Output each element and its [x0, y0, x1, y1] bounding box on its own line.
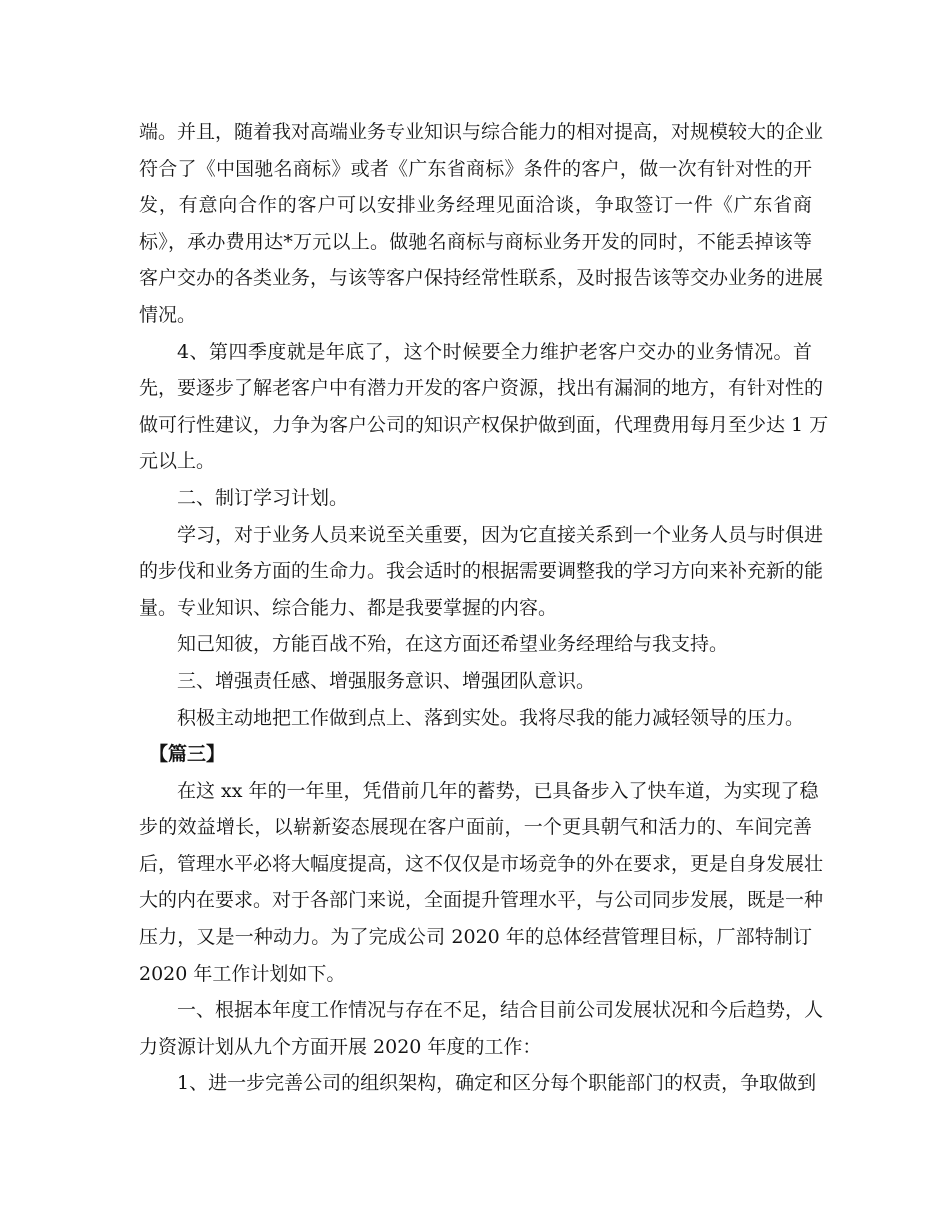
- text-line: 知己知彼，方能百战不殆，在这方面还希望业务经理给与我支持。: [177, 633, 729, 656]
- text-line: 符合了《中国驰名商标》或者《广东省商标》条件的客户，做一次有针对性的开: [139, 157, 812, 180]
- text-line: 压力，又是一种动力。为了完成公司 2020 年的总体经营管理目标，厂部特制订: [139, 926, 812, 949]
- text-line: 客户交办的各类业务，与该等客户保持经常性联系，及时报告该等交办业务的进展: [139, 267, 824, 290]
- text-line: 标》，承办费用达*万元以上。做驰名商标与商标业务开发的同时，不能丢掉该等: [139, 230, 812, 253]
- text-line: 在这 xx 年的一年里，凭借前几年的蓄势，已具备步入了快车道，为实现了稳: [177, 779, 819, 802]
- text-line: 二、制订学习计划。: [177, 486, 349, 509]
- section-heading: [139, 480, 812, 517]
- chapter-heading: [139, 736, 812, 773]
- text-line: 元以上。: [139, 450, 216, 473]
- paragraph: [139, 773, 824, 993]
- text-line: 先，要逐步了解老客户中有潜力开发的客户资源，找出有漏洞的地方，有针对性的: [139, 377, 824, 400]
- text-line: 1、进一步完善公司的组织架构，确定和区分每个职能部门的权责，争取做到: [177, 1072, 817, 1095]
- text-line: 发，有意向合作的客户可以安排业务经理见面洽谈，争取签订一件《广东省商: [139, 194, 812, 217]
- paragraph: [139, 992, 824, 1065]
- paragraph: [139, 114, 824, 334]
- text-line: 端。并且，随着我对高端业务专业知识与综合能力的相对提高，对规模较大的企业: [139, 121, 824, 143]
- paragraph: [139, 517, 824, 627]
- document-body: [139, 114, 829, 1102]
- text-line: 一、根据本年度工作情况与存在不足，结合目前公司发展状况和今后趋势，人: [177, 999, 824, 1022]
- text-line: 量。专业知识、综合能力、都是我要掌握的内容。: [139, 596, 558, 619]
- text-line: 2020 年工作计划如下。: [139, 962, 346, 985]
- text-line: 步的效益增长，以崭新姿态展现在客户面前，一个更具朝气和活力的、车间完善: [139, 816, 812, 839]
- text-line: 情况。: [139, 303, 197, 326]
- paragraph: [139, 700, 812, 737]
- text-line: 学习，对于业务人员来说至关重要，因为它直接关系到一个业务人员与时俱进: [177, 523, 824, 546]
- paragraph: [139, 1065, 817, 1102]
- text-line: 三、增强责任感、增强服务意识、增强团队意识。: [177, 669, 596, 692]
- text-line: 大的内在要求。对于各部门来说，全面提升管理水平，与公司同步发展，既是一种: [139, 889, 824, 912]
- text-line: 4、第四季度就是年底了，这个时候要全力维护老客户交办的业务情况。首: [177, 340, 812, 363]
- text-line: 【篇三】: [149, 743, 226, 766]
- section-heading: [139, 663, 812, 700]
- text-line: 后，管理水平必将大幅度提高，这不仅仅是市场竞争的外在要求，更是自身发展壮: [139, 852, 824, 875]
- paragraph: [139, 334, 829, 480]
- paragraph: [139, 626, 812, 663]
- text-line: 做可行性建议，力争为客户公司的知识产权保护做到面，代理费用每月至少达 1 万: [139, 413, 829, 436]
- text-line: 力资源计划从九个方面开展 2020 年度的工作：: [139, 1035, 542, 1058]
- text-line: 积极主动地把工作做到点上、落到实处。我将尽我的能力减轻领导的压力。: [177, 706, 805, 729]
- text-line: 的步伐和业务方面的生命力。我会适时的根据需要调整我的学习方向来补充新的能: [139, 560, 824, 583]
